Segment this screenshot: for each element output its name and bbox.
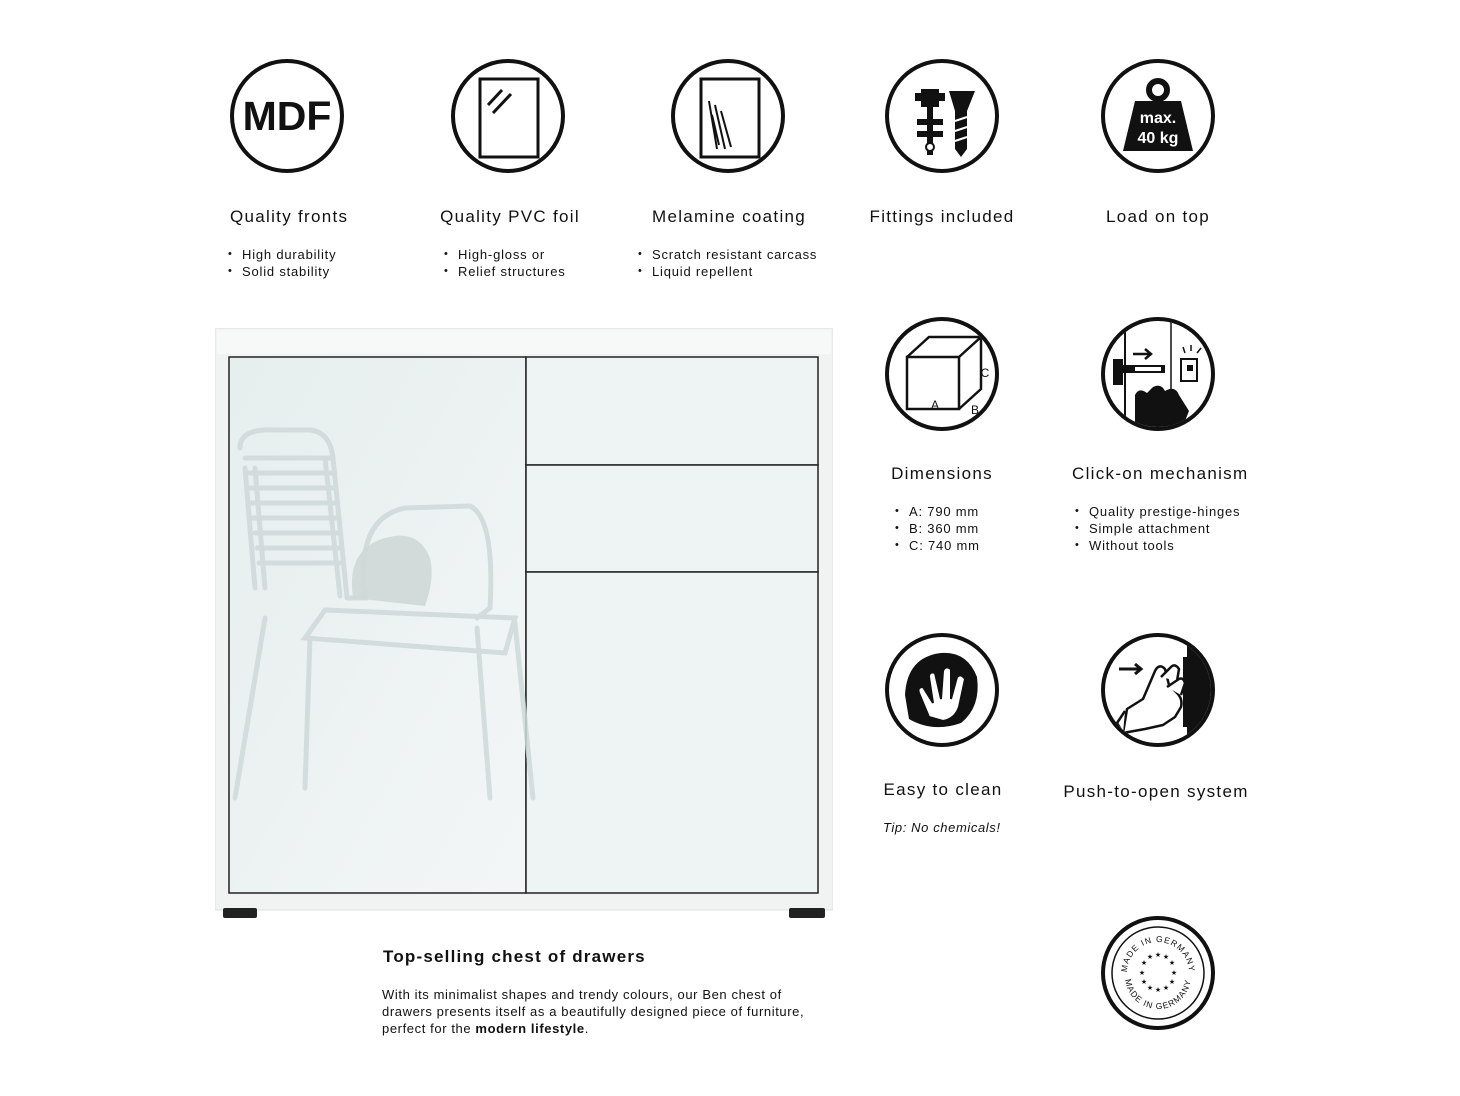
product-description [382,986,832,1037]
hinge-and-screw-icon [885,59,999,173]
product-desc-bold: modern lifestyle [475,1021,585,1036]
cube-label-c: C [980,366,990,380]
feature-bullets-dimensions [894,503,980,554]
feature-title-quality-fronts: Quality fronts [230,207,349,226]
feature-title-quality-pvc-foil: Quality PVC foil [440,207,580,226]
glossy-panel-icon [451,59,565,173]
feature-title-melamine-coating: Melamine coating [652,207,807,226]
bullet: • Simple attachment [1074,520,1240,537]
svg-text:★: ★ [1140,959,1148,967]
product-chest-image [215,328,833,922]
seal-text-top: MADE IN GERMANY [1118,933,1198,973]
bullet: • C: 740 mm [894,537,980,554]
scratched-panel-icon [671,59,785,173]
weight-icon-text-2: 40 kg [1137,130,1179,147]
bullet: • Scratch resistant carcass [637,246,817,263]
bullet: • Without tools [1074,537,1240,554]
feature-title-click-on-mechanism: Click-on mechanism [1072,464,1249,483]
feature-title-easy-to-clean: Easy to clean [883,780,1003,799]
bullet: • Liquid repellent [637,263,817,280]
svg-text:★: ★ [1162,953,1170,961]
click-hinge-icon [1101,317,1215,431]
cube-label-b: B [970,403,980,417]
cube-dimensions-icon [885,317,999,431]
product-desc-end: . [584,1021,589,1036]
feature-title-load-on-top: Load on top [1105,207,1211,226]
made-in-germany-seal-icon [1101,916,1215,1030]
feature-bullets-quality-fronts [227,246,336,280]
feature-title-dimensions: Dimensions [891,464,993,483]
svg-text:★: ★ [1168,978,1176,986]
svg-text:★: ★ [1146,984,1154,992]
svg-text:★: ★ [1146,953,1154,961]
seal-text-bottom: MADE IN GERMANY [1123,977,1193,1012]
svg-text:★: ★ [1140,978,1148,986]
bullet: • Quality prestige-hinges [1074,503,1240,520]
feature-title-fittings-included: Fittings included [869,207,1015,226]
feature-title-push-to-open: Push-to-open system [1063,782,1249,801]
bullet: • B: 360 mm [894,520,980,537]
push-hand-icon [1101,633,1215,747]
weight-icon [1101,59,1215,173]
bullet: • Relief structures [443,263,566,280]
bullet: • High-gloss or [443,246,566,263]
feature-bullets-quality-pvc-foil [443,246,566,280]
svg-text:★: ★ [1162,984,1170,992]
svg-text:★: ★ [1170,969,1178,977]
feature-bullets-melamine-coating [637,246,817,280]
mdf-icon-text: MDF [242,93,332,139]
product-desc-text: With its minimalist shapes and trendy colours, our Ben chest of drawers presents itself as a beautifully designed piece of furniture, perfect for the [382,987,805,1036]
feature-tip-easy-to-clean: Tip: No chemicals! [883,820,1001,835]
svg-text:★: ★ [1168,959,1176,967]
svg-text:★: ★ [1138,969,1146,977]
weight-icon-text-1: max. [1139,110,1177,127]
product-title: Top-selling chest of drawers [383,947,646,966]
cube-label-a: A [930,398,940,412]
bullet: • A: 790 mm [894,503,980,520]
feature-bullets-click-on-mechanism [1074,503,1240,554]
bullet: • Solid stability [227,263,336,280]
svg-text:★: ★ [1154,986,1162,994]
cleaning-cloth-hand-icon [885,633,999,747]
mdf-icon [230,59,344,173]
bullet: • High durability [227,246,336,263]
svg-text:★: ★ [1154,951,1162,959]
